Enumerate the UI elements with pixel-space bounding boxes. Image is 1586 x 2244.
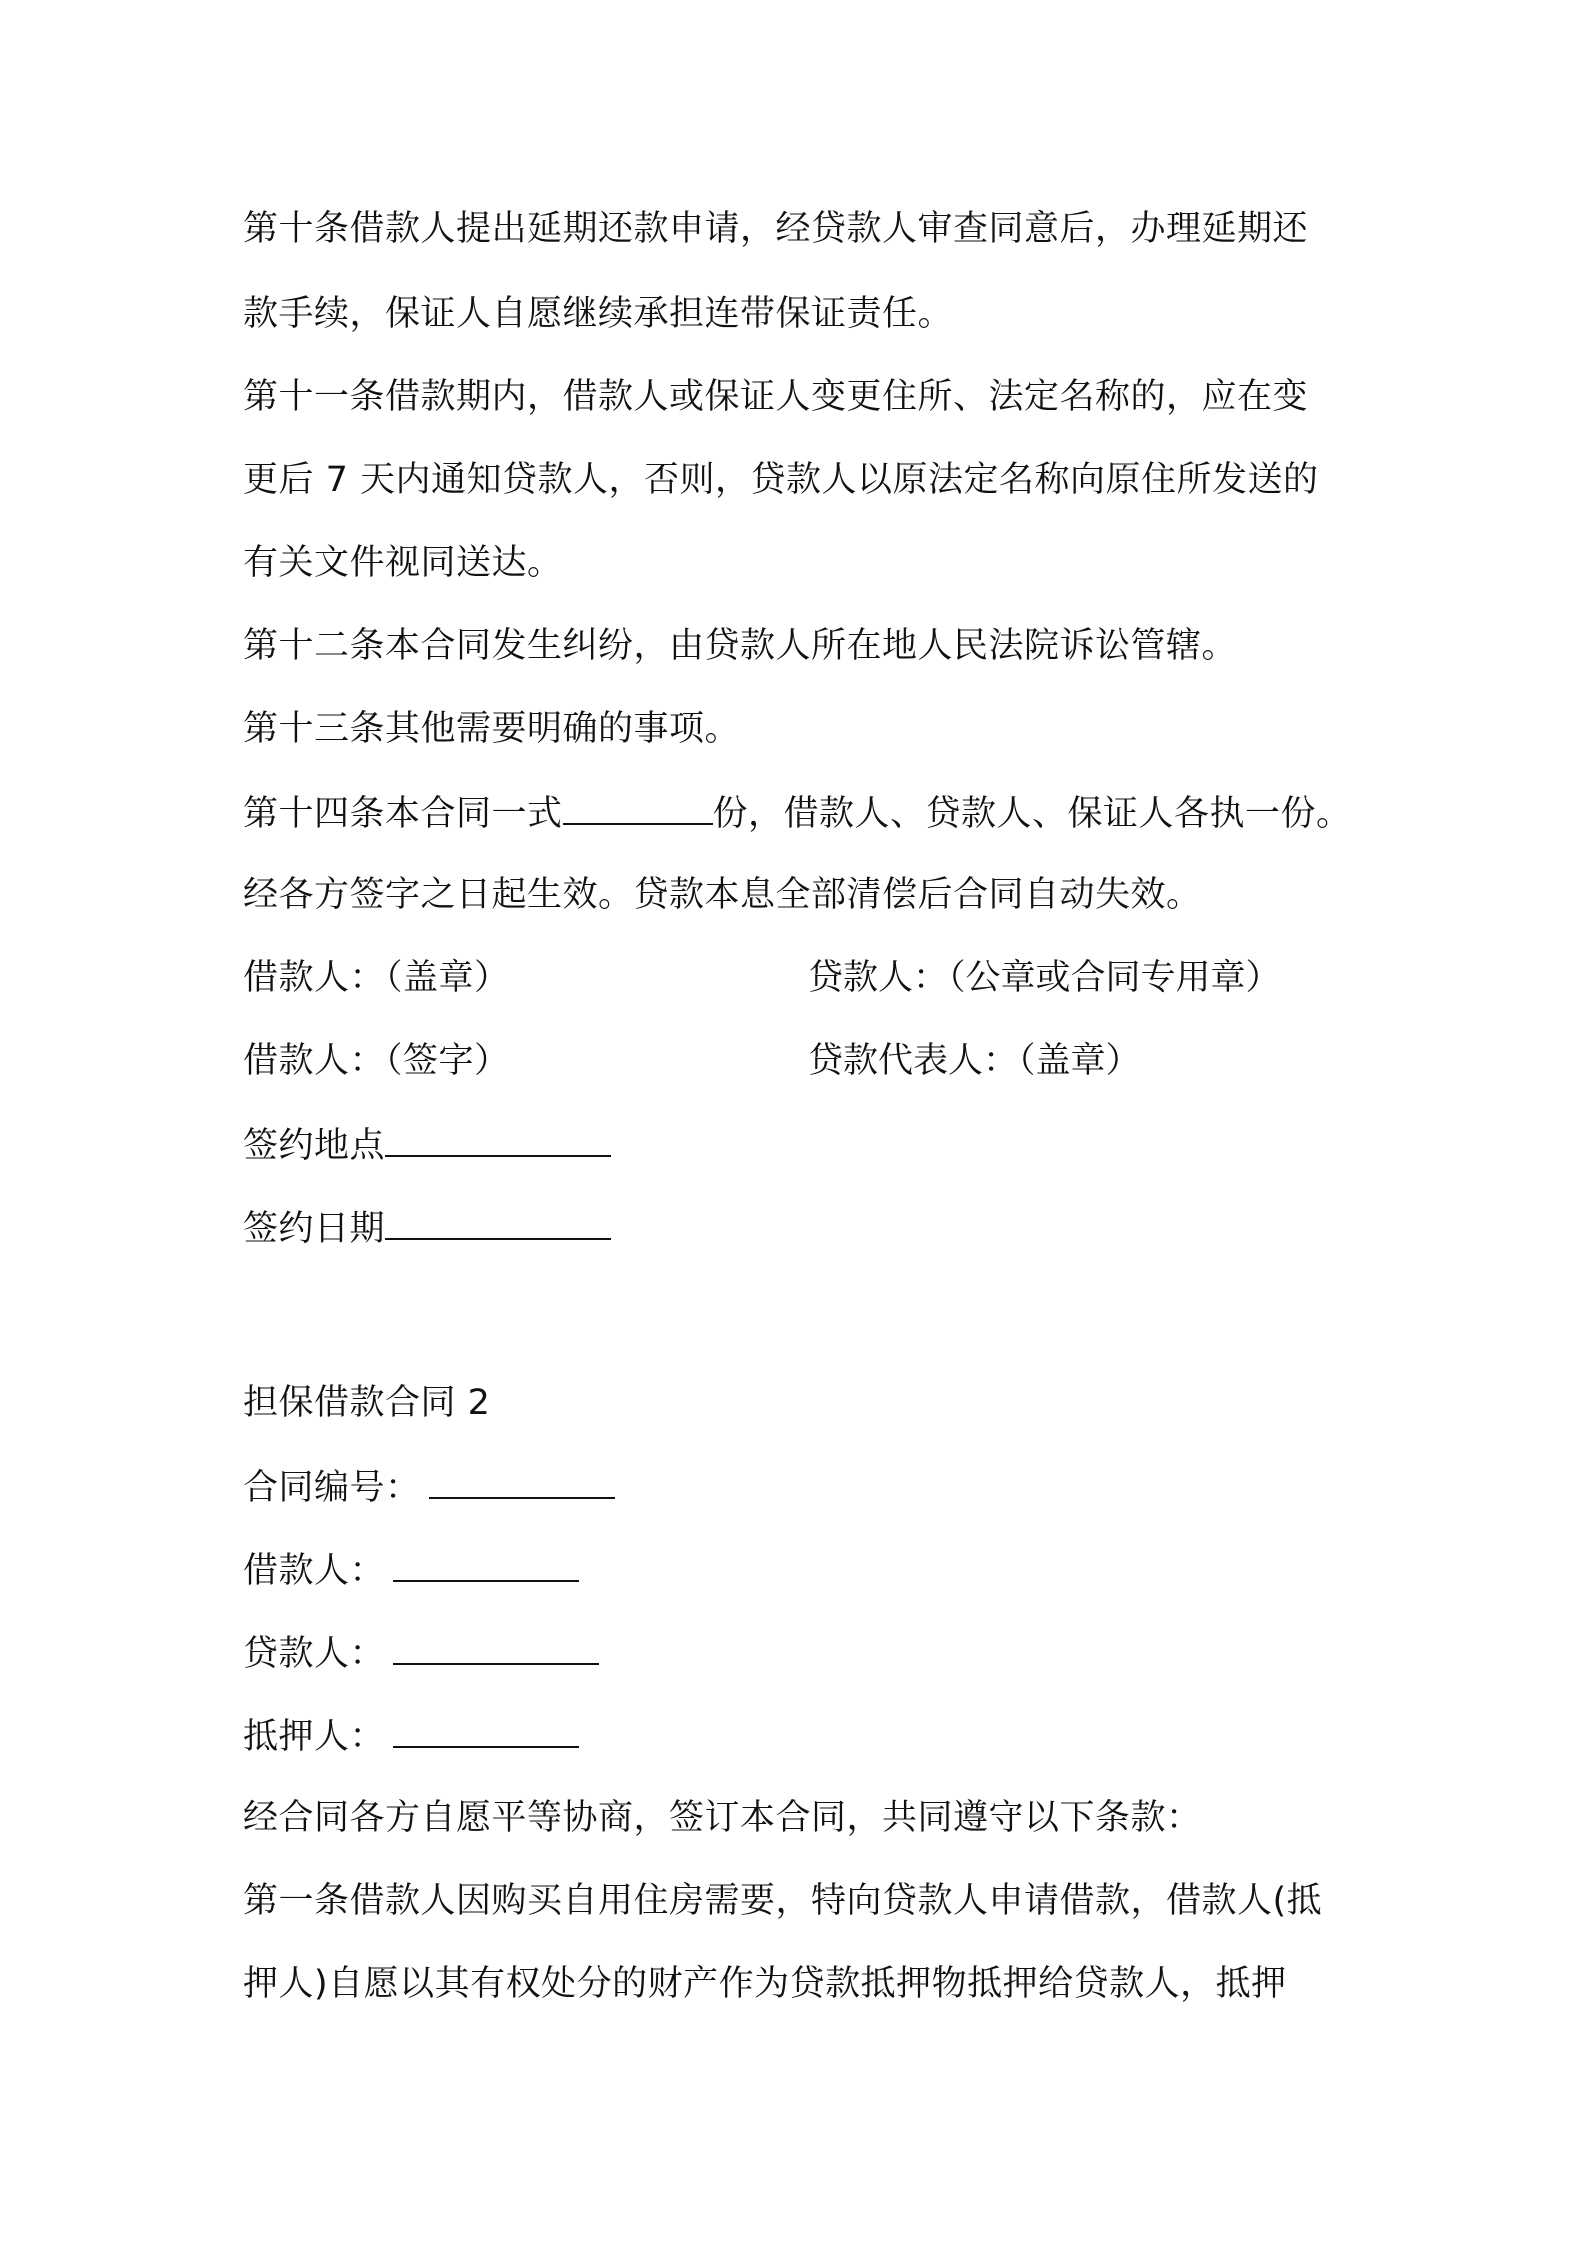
contract-2-article-1-line-2: 押人)自愿以其有权处分的财产作为贷款抵押物抵押给贷款人，抵押 <box>243 1964 1287 2004</box>
article-14-line-2: 经各方签字之日起生效。贷款本息全部清偿后合同自动失效。 <box>243 875 1202 915</box>
article-13: 第十三条其他需要明确的事项。 <box>243 709 741 749</box>
copies-blank <box>563 789 713 825</box>
article-14-text-a: 第十四条本合同一式 <box>243 794 563 834</box>
contract-number-label: 合同编号： <box>243 1468 421 1508</box>
signing-date-blank <box>385 1204 611 1240</box>
borrower-signature: 借款人：（签字） <box>243 1041 510 1081</box>
article-11-line-3: 有关文件视同送达。 <box>243 543 563 583</box>
signing-place-label: 签约地点 <box>243 1126 386 1166</box>
contract-preamble: 经合同各方自愿平等协商，签订本合同，共同遵守以下条款： <box>243 1798 1202 1838</box>
article-12: 第十二条本合同发生纠纷，由贷款人所在地人民法院诉讼管辖。 <box>243 626 1238 666</box>
contract-number-blank <box>429 1463 615 1499</box>
article-14-line-1 <box>243 789 1363 837</box>
lender-field <box>243 1629 1363 1677</box>
contract-2-title: 担保借款合同 2 <box>243 1383 491 1423</box>
mortgagor-label: 抵押人： <box>243 1717 386 1757</box>
article-10-line-1: 第十条借款人提出延期还款申请，经贷款人审查同意后，办理延期还 <box>243 209 1309 249</box>
lender-label: 贷款人： <box>243 1634 386 1674</box>
signing-date <box>243 1204 1363 1252</box>
lender-blank <box>393 1629 599 1665</box>
borrower-label: 借款人： <box>243 1551 386 1591</box>
signing-date-label: 签约日期 <box>243 1209 386 1249</box>
contract-2-article-1-line-1: 第一条借款人因购买自用住房需要，特向贷款人申请借款，借款人(抵 <box>243 1881 1323 1921</box>
borrower-seal: 借款人：（盖章） <box>243 958 510 998</box>
lender-representative-seal: 贷款代表人：（盖章） <box>808 1041 1141 1081</box>
borrower-blank <box>393 1546 579 1582</box>
article-10-line-2: 款手续，保证人自愿继续承担连带保证责任。 <box>243 294 954 334</box>
contract-number <box>243 1463 1363 1511</box>
article-14-text-b: 份，借款人、贷款人、保证人各执一份。 <box>712 794 1352 834</box>
lender-seal: 贷款人：（公章或合同专用章） <box>808 958 1281 998</box>
mortgagor-field <box>243 1712 1363 1760</box>
borrower-field <box>243 1546 1363 1594</box>
signing-place-blank <box>385 1121 611 1157</box>
article-11-line-1: 第十一条借款期内，借款人或保证人变更住所、法定名称的，应在变 <box>243 377 1309 417</box>
mortgagor-blank <box>393 1712 579 1748</box>
signing-place <box>243 1121 1363 1169</box>
article-11-line-2: 更后 7 天内通知贷款人，否则，贷款人以原法定名称向原住所发送的 <box>243 460 1319 500</box>
